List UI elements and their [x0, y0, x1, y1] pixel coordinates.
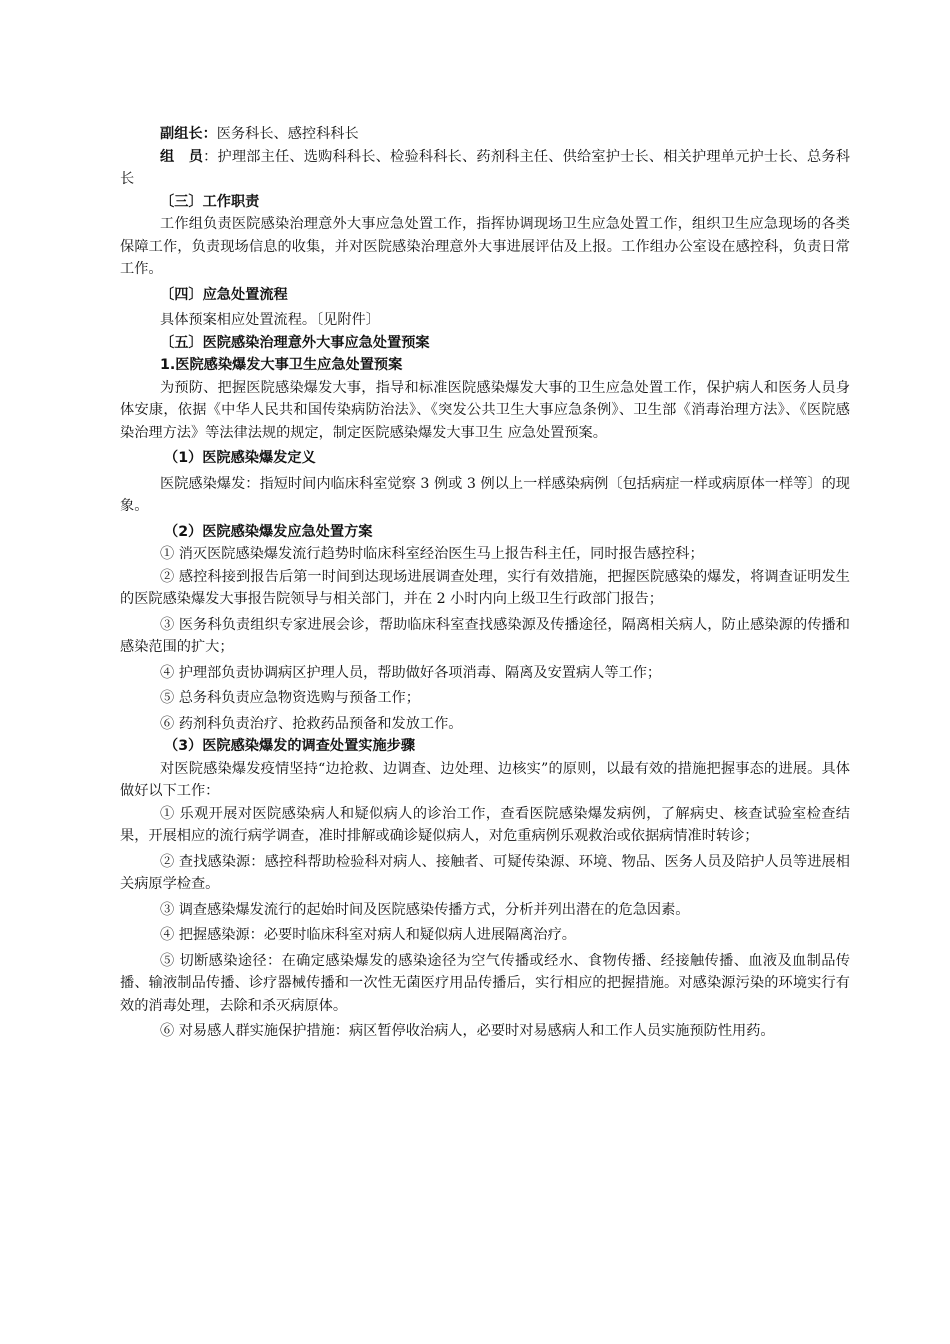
plan-item-2: ② 感控科接到报告后第一时间到达现场进展调查处理，实行有效措施，把握医院感染的爆发，将调查证明发生的医院感染爆发大事报告院领导与相关部门，并在 2 小时内向上级卫生行政部门报告；: [120, 568, 850, 607]
plan-heading: （2）医院感染爆发应急处置方案: [164, 523, 373, 540]
plan-item-5: ⑤ 总务科负责应急物资选购与预备工作；: [160, 690, 420, 706]
section-three-heading: 〔三〕工作职责: [160, 193, 260, 210]
member-label: 组 员: [160, 148, 204, 165]
step-item-5: ⑤ 切断感染途径：在确定感染爆发的感染途径为空气传播或经水、食物传播、经接触传播、血液及血制品传播、输液制品传播、诊疗器械传播和一次性无菌医疗用品传播后，实行相应的把握措施。对感染源污染的环境实行有效的消毒处理，去除和杀灭病原体。: [120, 952, 850, 1014]
plan-item-3: ③ 医务科负责组织专家进展会诊，帮助临床科室查找感染源及传播途径，隔离相关病人，防止感染源的传播和感染范围的扩大；: [120, 616, 850, 655]
definition-heading: （1）医院感染爆发定义: [164, 450, 316, 466]
section-three-paragraph: 工作组负责医院感染治理意外大事应急处置工作，指挥协调现场卫生应急处置工作，组织卫生应急现场的各类保障工作，负责现场信息的收集，并对医院感染治理意外大事进展评估及上报。工作组办公室设在感控科，负责日常工作。: [120, 216, 850, 277]
section-five-heading: 〔五〕医院感染治理意外大事应急处置预案: [160, 334, 430, 351]
step-item-2: ② 查找感染源：感控科帮助检验科对病人、接触者、可疑传染源、环境、物品、医务人员及陪护人员等进展相关病原学检查。: [120, 853, 850, 892]
section-four-paragraph: 具体预案相应处置流程。〔见附件〕: [160, 312, 380, 328]
section-five-1-paragraph: 为预防、把握医院感染爆发大事，指导和标准医院感染爆发大事的卫生应急处置工作，保护病人和医务人员身体安康，依据《中华人民共和国传染病防治法》、《突发公共卫生大事应急条例》、卫生部《消毒治理方法》、《医院感染治理方法》等法律法规的规定，制定医院感染爆发大事卫生 应急处置预案。: [120, 379, 850, 441]
plan-item-6: ⑥ 药剂科负责治疗、抢救药品预备和发放工作。: [160, 715, 463, 732]
vice-leader-line: [120, 123, 850, 146]
vice-leader-text: 医务科长、感控科科长: [216, 126, 359, 142]
section-four-heading: 〔四〕应急处置流程: [160, 286, 288, 303]
steps-heading: （3）医院感染爆发的调查处置实施步骤: [164, 738, 416, 754]
step-item-6: ⑥ 对易感人群实施保护措施：病区暂停收治病人，必要时对易感病人和工作人员实施预防性用药。: [160, 1023, 775, 1039]
steps-paragraph: 对医院感染爆发疫情坚持“边抢救、边调查、边处理、边核实”的原则，以最有效的措施把握事态的进展。具体做好以下工作：: [120, 760, 850, 799]
section-five-1-heading: 1.医院感染爆发大事卫生应急处置预案: [160, 357, 403, 373]
plan-item-4: ④ 护理部负责协调病区护理人员，帮助做好各项消毒、隔离及安置病人等工作；: [160, 664, 662, 681]
step-item-4: ④ 把握感染源：必要时临床科室对病人和疑似病人进展隔离治疗。: [160, 927, 576, 943]
step-item-1: ① 乐观开展对医院感染病人和疑似病人的诊治工作，查看医院感染爆发病例，了解病史、核查试验室检查结果，开展相应的流行病学调查，准时排解或确诊疑似病人，对危重病例乐观救治或依据病情准时转诊；: [120, 805, 850, 844]
member-line: [120, 146, 850, 191]
vice-leader-label: 副组长：: [160, 126, 217, 142]
definition-paragraph: 医院感染爆发：指短时间内临床科室觉察 3 例或 3 例以上一样感染病例〔包括病症一样或病原体一样等〕的现象。: [120, 475, 850, 514]
member-text: ：护理部主任、选购科科长、检验科科长、药剂科主任、供给室护士长、相关护理单元护士长、总务科长: [120, 148, 850, 187]
document-body: [120, 123, 850, 1043]
plan-item-1: ① 消灭医院感染爆发流行趋势时临床科室经治医生马上报告科主任，同时报告感控科；: [160, 546, 704, 562]
step-item-3: ③ 调查感染爆发流行的起始时间及医院感染传播方式，分析并列出潜在的危急因素。: [160, 901, 690, 918]
